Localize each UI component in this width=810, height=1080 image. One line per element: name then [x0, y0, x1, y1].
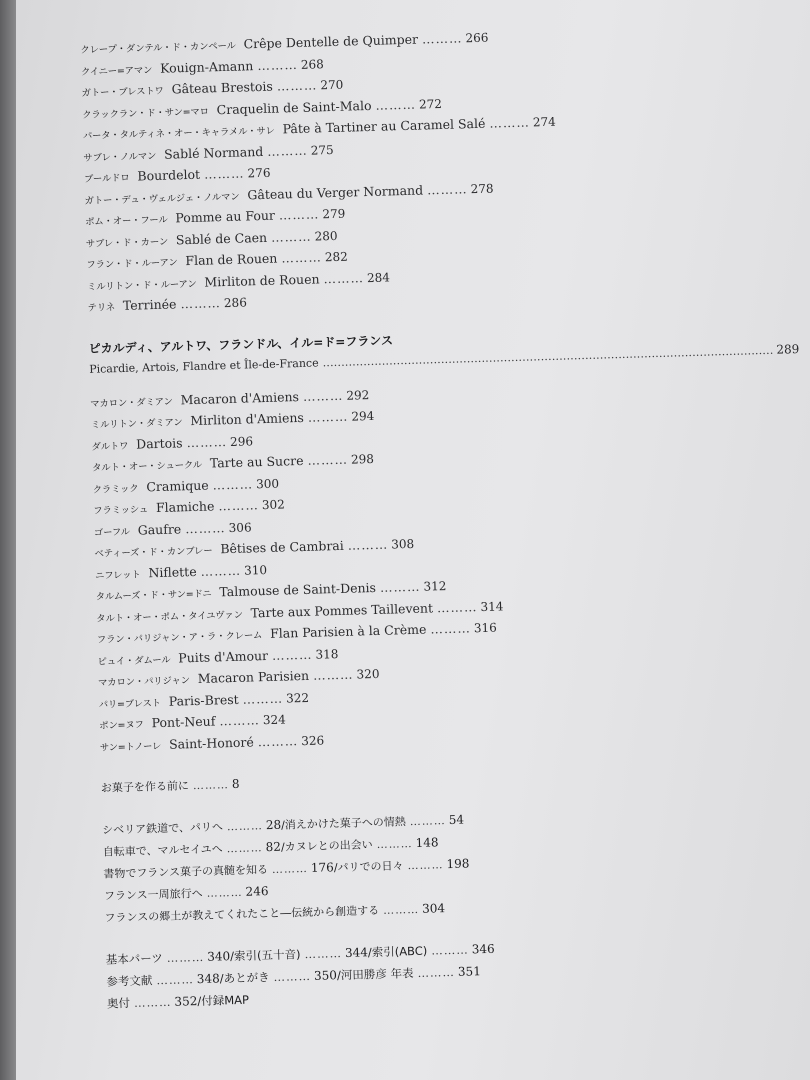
entry-page: 268 — [300, 56, 324, 72]
entry-page: 279 — [322, 206, 346, 222]
entry-name-fr: Gaufre — [137, 520, 182, 538]
item-label: 書物でフランス菓子の真髄を知る — [103, 863, 269, 881]
dot-leader: ……… — [218, 497, 260, 514]
entry-page: 266 — [465, 30, 489, 46]
entry-page: 280 — [314, 228, 338, 244]
entry-page: 296 — [229, 433, 254, 449]
dot-leader: ……… — [278, 206, 320, 223]
entry-page: 312 — [423, 578, 447, 594]
item-label: フランス一周旅行へ — [103, 886, 203, 903]
dot-leader: ……… — [276, 77, 318, 94]
entry-page: 308 — [391, 536, 415, 552]
entry-name-fr: Saint-Honoré — [168, 733, 254, 752]
dot-leader: ……… — [376, 837, 413, 852]
dot-leader: ……… — [379, 578, 421, 595]
slash-separator: / — [280, 840, 285, 854]
entry-page: 272 — [418, 96, 443, 112]
item-page: 198 — [446, 856, 470, 872]
entry-name-jp: クラミック — [92, 483, 139, 496]
dot-leader: ……… — [267, 142, 308, 159]
entry-page: 310 — [243, 562, 268, 578]
dot-leader: ……… — [426, 180, 468, 197]
item-page: 28 — [265, 817, 282, 833]
entry-name-fr: Flamiche — [155, 498, 215, 516]
slash-separator: / — [336, 968, 342, 983]
item-page: 246 — [245, 884, 269, 899]
dot-leader: ……… — [219, 712, 261, 729]
dot-leader: ……… — [203, 165, 245, 182]
slash-separator: / — [280, 818, 286, 832]
entry-name-jp: ポン=ヌフ — [99, 719, 144, 732]
entry-name-jp: パリ=ブレスト — [98, 697, 161, 711]
essay-list — [102, 799, 810, 929]
entry-name-jp: フラン・ド・ルーアン — [86, 257, 178, 271]
item-page: 54 — [448, 812, 465, 828]
entry-name-fr: Flan Parisien à la Crème — [269, 621, 427, 641]
entry-name-jp: サブレ・ド・カーン — [85, 236, 169, 250]
entry-name-fr: Pont-Neuf — [151, 713, 216, 731]
entry-name-fr: Bêtises de Cambrai — [220, 537, 344, 557]
dot-leader: ……… — [242, 690, 284, 707]
dot-leader: ……… — [347, 536, 389, 553]
entry-name-fr: Flan de Rouen — [185, 250, 278, 269]
table-of-contents — [80, 18, 810, 1015]
entry-name-jp: ミルリトン・ド・ルーアン — [86, 278, 197, 293]
entry-name-fr: Terrinée — [122, 296, 177, 313]
entry-name-fr: Mirliton de Rouen — [204, 270, 320, 290]
entry-name-fr: Macaron Parisien — [197, 667, 310, 686]
entry-page: 282 — [324, 249, 348, 265]
entry-name-jp: マカロン・パリジャン — [97, 675, 190, 689]
dot-leader: ……… — [184, 519, 226, 536]
section-entries-picardie — [90, 371, 810, 756]
book-page — [16, 0, 810, 1080]
entry-page: 274 — [532, 114, 556, 130]
item-page: 351 — [457, 964, 482, 979]
entry-name-fr: Sablé Normand — [163, 143, 264, 162]
dot-leader: ……… — [226, 841, 263, 856]
entry-name-jp: ピュイ・ダムール — [97, 654, 171, 668]
item-label: カヌレとの出会い — [284, 838, 373, 854]
item-page: 348 — [196, 971, 220, 987]
dot-leader: ……… — [271, 646, 313, 663]
item-page: 350 — [313, 968, 338, 983]
entry-name-jp: ゴーフル — [93, 526, 130, 539]
dot-leader: ……… — [407, 858, 444, 873]
entry-name-jp: ダルトワ — [91, 440, 129, 453]
entry-name-jp: クレープ・ダンテル・ド・カンペール — [80, 40, 236, 56]
dot-leader: ……… — [375, 96, 417, 113]
item-label: シベリア鉄道で、パリへ — [101, 820, 224, 837]
entry-name-fr: Craquelin de Saint-Malo — [216, 97, 372, 117]
entry-page: 298 — [350, 451, 375, 467]
dot-leader: ……… — [431, 942, 469, 958]
dot-leader: ……… — [409, 814, 446, 829]
entry-name-fr: Dartois — [135, 434, 183, 452]
slash-separator: / — [219, 971, 224, 986]
item-label: 消えかけた菓子への情熱 — [284, 815, 406, 832]
entry-page: 276 — [247, 165, 271, 181]
entry-page: 294 — [351, 408, 375, 424]
dot-leader: ……… — [430, 620, 472, 637]
dot-leader: ……… — [307, 451, 349, 468]
entry-name-jp: フラン・パリジャン・ア・ラ・クレーム — [96, 630, 263, 646]
item-label: フランスの郷土が教えてくれたこと―伝統から創造する — [104, 903, 380, 925]
entry-name-jp: ガトー・デュ・ヴェルジェ・ノルマン — [84, 191, 240, 207]
item-label: 奥付 — [106, 995, 131, 1011]
entry-name-jp: ガトー・ブレストワ — [81, 85, 164, 99]
dot-leader: ……… — [273, 968, 312, 984]
dot-leader: ……… — [307, 408, 349, 425]
item-label: パリでの日々 — [337, 859, 404, 875]
entry-name-jp: クラックラン・ド・サン=マロ — [81, 105, 209, 121]
item-label: 付録MAP — [201, 992, 250, 1008]
section-heading-page: 289 — [776, 341, 800, 357]
entry-name-fr: Pâte à Tartiner au Caramel Salé — [282, 115, 486, 137]
entry-name-jp: ポム・オー・フール — [84, 214, 168, 228]
dot-leader: ……… — [312, 666, 354, 683]
entry-page: 326 — [301, 732, 325, 748]
dot-leader: ……… — [257, 732, 299, 749]
entry-page: 316 — [473, 620, 497, 636]
dot-leader: ……… — [304, 946, 343, 962]
dot-leader: ……… — [226, 819, 264, 834]
dot-leader: ……… — [436, 598, 478, 615]
entry-name-jp: タルト・オー・シュークル — [91, 459, 203, 474]
item-label: 河田勝彦 年表 — [340, 966, 414, 983]
entry-name-fr: Tarte aux Pommes Taillevent — [250, 599, 434, 620]
dot-leader: .......................................................................................................................... — [322, 343, 774, 369]
entry-page: 302 — [261, 497, 285, 513]
entry-name-jp: サン=トノーレ — [99, 740, 162, 754]
item-label: 基本パーツ — [105, 951, 163, 967]
dot-leader: ……… — [206, 885, 243, 900]
entry-page: 286 — [223, 295, 248, 311]
dot-leader: ……… — [257, 56, 299, 73]
item-page: 148 — [415, 835, 439, 850]
entry-name-jp: タルムーズ・ド・サン=ドニ — [95, 588, 212, 603]
dot-leader: ……… — [200, 562, 242, 579]
entry-name-fr: Pomme au Four — [175, 207, 276, 226]
entry-name-jp: ベティーズ・ド・カンブレー — [94, 545, 213, 560]
slash-separator: / — [333, 861, 338, 875]
entry-name-jp: ブールドロ — [83, 172, 130, 185]
entry-name-jp: パータ・タルティネ・オー・キャラメル・サレ — [82, 125, 275, 142]
entry-name-jp: フラミッシュ — [93, 504, 149, 517]
slash-separator: / — [197, 993, 202, 1009]
item-label: 参考文献 — [106, 973, 153, 989]
entry-name-fr: Tarte au Sucre — [209, 452, 304, 471]
item-page: 82 — [265, 839, 282, 855]
entry-name-fr: Mirliton d'Amiens — [190, 409, 305, 429]
entry-name-fr: Cramique — [146, 477, 209, 494]
entry-page: 314 — [480, 598, 504, 614]
section-heading-fr: Picardie, Artois, Flandre et Île-de-France — [89, 355, 319, 376]
intro-page: 8 — [231, 776, 240, 792]
dot-leader: ……… — [421, 30, 463, 47]
dot-leader: ……… — [212, 475, 254, 492]
item-page: 344 — [344, 945, 369, 960]
entry-page: 292 — [346, 387, 370, 403]
entry-name-fr: Macaron d'Amiens — [180, 388, 300, 407]
entry-name-fr: Crêpe Dentelle de Quimper — [243, 31, 419, 52]
entry-name-jp: テリネ — [87, 302, 116, 314]
slash-separator: / — [367, 945, 372, 960]
entry-name-fr: Niflette — [148, 563, 197, 580]
slash-separator: / — [229, 949, 235, 964]
item-label: 自転車で、マルセイユへ — [102, 842, 223, 859]
dot-leader: ……… — [192, 778, 230, 793]
book-spine-shadow — [0, 0, 16, 1080]
entry-name-jp: マカロン・ダミアン — [90, 396, 173, 410]
dot-leader: ……… — [156, 972, 195, 988]
entry-name-fr: Bourdelot — [137, 166, 201, 184]
item-label: あとがき — [223, 970, 270, 986]
item-page: 340 — [207, 949, 231, 964]
dot-leader: ……… — [180, 295, 222, 312]
dot-leader: ……… — [270, 228, 312, 245]
entry-page: 270 — [320, 77, 344, 93]
entry-page: 284 — [366, 269, 391, 285]
entry-name-fr: Gâteau du Verger Normand — [247, 181, 424, 202]
item-label: 索引(五十音) — [233, 947, 301, 964]
item-label: 索引(ABC) — [371, 943, 428, 960]
entry-name-jp: クイニー=アマン — [80, 64, 153, 78]
entry-name-fr: Sablé de Caen — [175, 229, 268, 247]
item-page: 176 — [310, 860, 335, 875]
dot-leader: ……… — [302, 387, 344, 404]
dot-leader: ……… — [281, 249, 323, 266]
entry-page: 318 — [315, 646, 339, 662]
entry-name-fr: Gâteau Brestois — [171, 78, 274, 97]
entry-page: 306 — [228, 519, 252, 535]
dot-leader: ……… — [166, 949, 205, 965]
entry-page: 322 — [285, 690, 310, 705]
intro-label: お菓子を作る前に — [100, 779, 190, 795]
section-entries-normandy-brittany — [80, 18, 808, 317]
entry-name-fr: Kouign-Amann — [159, 57, 254, 76]
entry-name-fr: Puits d'Amour — [178, 647, 269, 665]
entry-page: 320 — [356, 666, 380, 682]
dot-leader: ……… — [271, 861, 309, 876]
entry-page: 278 — [470, 181, 494, 196]
dot-leader: ……… — [186, 433, 228, 450]
entry-page: 275 — [310, 142, 334, 158]
entry-name-jp: サブレ・ノルマン — [83, 150, 157, 164]
item-page: 352 — [174, 994, 198, 1009]
entry-page: 324 — [262, 712, 286, 728]
entry-name-jp: ニフレット — [94, 569, 141, 582]
entry-name-fr: Paris-Brest — [168, 691, 239, 709]
item-page: 304 — [421, 901, 446, 916]
dot-leader: ……… — [489, 114, 531, 131]
dot-leader: ……… — [323, 269, 365, 286]
dot-leader: ……… — [133, 994, 172, 1010]
entry-page: 300 — [255, 476, 280, 491]
section-heading-jp: ピカルディ、アルトワ、フランドル、イル=ド=フランス — [88, 332, 394, 356]
item-page: 346 — [471, 941, 495, 957]
entry-name-jp: ミルリトン・ダミアン — [90, 417, 183, 431]
dot-leader: ……… — [417, 964, 456, 980]
dot-leader: ……… — [382, 902, 420, 917]
entry-name-fr: Talmouse de Saint-Denis — [219, 579, 377, 600]
entry-name-jp: タルト・オー・ポム・タイユヴァン — [96, 609, 243, 625]
